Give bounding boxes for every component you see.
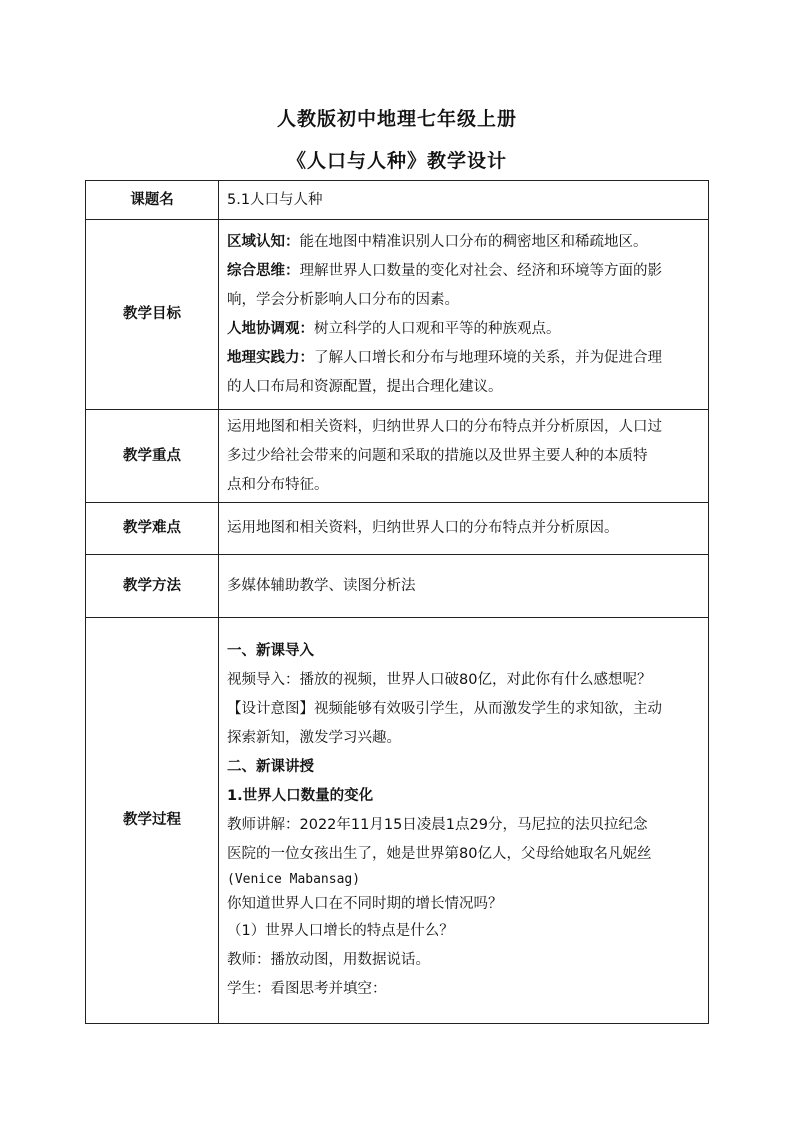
row-label-process: 教学过程 xyxy=(86,618,219,1024)
process-text: 学生：看图思考并填空： xyxy=(227,981,387,997)
process-text: 视频导入：播放的视频，世界人口破80亿，对此你有什么感想呢？ xyxy=(227,672,652,688)
key-points-line: 点和分布特征。 xyxy=(227,476,329,493)
objectives-content xyxy=(219,220,709,410)
process-text: 教师：播放动图，用数据说话。 xyxy=(227,952,430,968)
row-label-key-points: 教学重点 xyxy=(86,410,219,503)
objective-head: 综合思维： xyxy=(227,262,300,279)
process-text: 【设计意图】视频能够有效吸引学生，从而激发学生的求知欲，主动 xyxy=(227,701,662,717)
objective-item xyxy=(227,228,700,257)
methods-value: 多媒体辅助教学、读图分析法 xyxy=(219,555,709,618)
objective-text-continued: 响，学会分析影响人口分布的因素。 xyxy=(227,291,459,308)
row-label-topic: 课题名 xyxy=(86,181,219,220)
objective-head: 区域认知： xyxy=(227,233,300,250)
key-points-content xyxy=(219,410,709,503)
process-content xyxy=(219,618,709,1024)
process-text: 你知道世界人口在不同时期的增长情况吗？ xyxy=(227,896,503,912)
process-text: （1）世界人口增长的特点是什么？ xyxy=(227,923,454,939)
row-label-methods: 教学方法 xyxy=(86,555,219,618)
process-text: 探索新知，激发学习兴趣。 xyxy=(227,730,401,746)
table-row xyxy=(86,181,709,220)
objective-item xyxy=(227,257,700,286)
row-label-objectives: 教学目标 xyxy=(86,220,219,410)
process-section-title: 一、新课导入 xyxy=(227,643,314,659)
objective-text-continued: 的人口布局和资源配置，提出合理化建议。 xyxy=(227,378,503,395)
key-points-line: 运用地图和相关资料，归纳世界人口的分布特点并分析原因，人口过 xyxy=(227,418,662,435)
document-title-line1: 人教版初中地理七年级上册 xyxy=(276,108,517,130)
table-row xyxy=(86,618,709,1024)
objective-head: 人地协调观： xyxy=(227,320,314,337)
objective-text: 了解人口增长和分布与地理环境的关系，并为促进合理 xyxy=(314,349,662,366)
key-points-line: 多过少给社会带来的问题和采取的措施以及世界主要人种的本质特 xyxy=(227,447,648,464)
objective-item xyxy=(227,315,700,344)
objective-text: 能在地图中精准识别人口分布的稠密地区和稀疏地区。 xyxy=(299,233,648,250)
process-section-title: 二、新课讲授 xyxy=(227,759,314,775)
lesson-plan-table xyxy=(85,180,709,1024)
difficulties-value: 运用地图和相关资料，归纳世界人口的分布特点并分析原因。 xyxy=(219,503,709,555)
process-subsection-title: 1.世界人口数量的变化 xyxy=(227,788,374,804)
table-row xyxy=(86,220,709,410)
process-text: 医院的一位女孩出生了，她是世界第80亿人，父母给她取名凡妮丝 xyxy=(227,846,652,862)
objective-text: 理解世界人口数量的变化对社会、经济和环境等方面的影 xyxy=(299,262,662,279)
objective-item xyxy=(227,344,700,373)
table-row xyxy=(86,503,709,555)
topic-value: 5.1人口与人种 xyxy=(219,181,709,220)
objective-text: 树立科学的人口观和平等的种族观点。 xyxy=(314,320,561,337)
objective-head: 地理实践力： xyxy=(227,349,314,366)
process-text: (Venice Mabansag) xyxy=(227,872,361,887)
row-label-difficulties: 教学难点 xyxy=(86,503,219,555)
table-row xyxy=(86,555,709,618)
document-title-line2: 《人口与人种》教学设计 xyxy=(286,150,507,172)
table-row xyxy=(86,410,709,503)
process-text: 教师讲解：2022年11月15日凌晨1点29分，马尼拉的法贝拉纪念 xyxy=(227,817,648,833)
